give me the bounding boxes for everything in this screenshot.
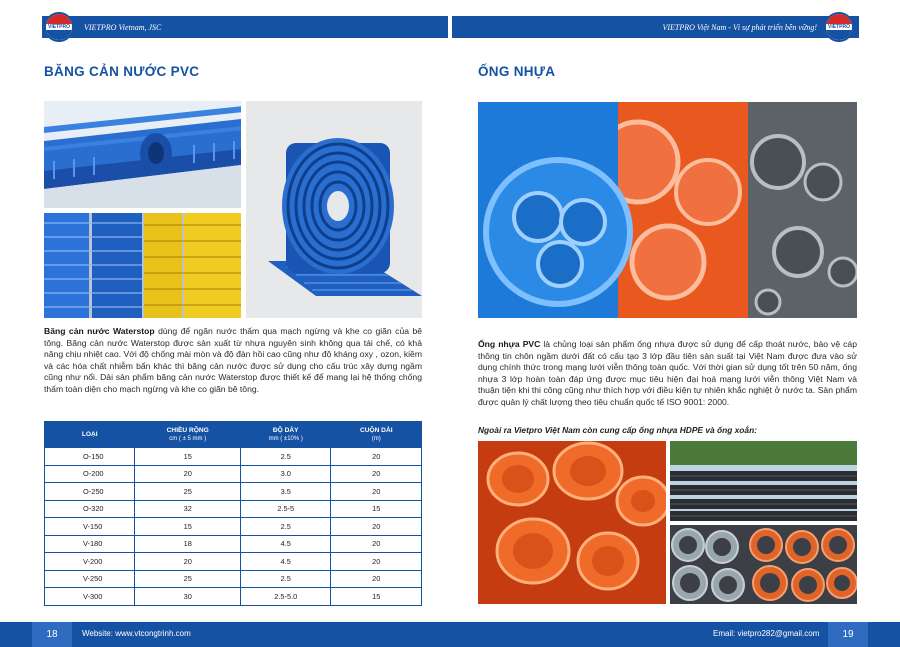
footer-email[interactable]: Email: vietpro282@gmail.com: [713, 629, 820, 638]
grey-orange-pipes-photo: [670, 525, 857, 604]
header-company-name: VIETPRO Vietnam, JSC: [84, 22, 162, 32]
table-row: O-200 20 3.0 20: [45, 465, 422, 483]
waterstop-spec-table: [44, 421, 422, 606]
header-slogan: VIETPRO Việt Nam - Vì sự phát triển bền vững!: [662, 22, 817, 32]
col-header-width: CHIỀU RỘNG cm ( ± 5 mm ): [135, 422, 241, 448]
table-row: O-150 15 2.5 20: [45, 448, 422, 466]
waterstop-description: [44, 326, 422, 396]
col-header-roll-length: CUỘN DÀI (m): [331, 422, 422, 448]
footer-website[interactable]: Website: www.vtcongtrinh.com: [82, 629, 191, 638]
col-header-type: LOẠI: [45, 422, 135, 448]
company-logo-left: VIETPRO: [44, 12, 74, 42]
waterstop-coil-photo: [246, 101, 422, 318]
pipes-description-body: là chủng loại sản phẩm ống nhựa được sử dụng để cấp thoát nước, bảo vệ cáp thông tin chôn ngầm dưới đất có cấu tạo 3 lớp đầu tiên sản suất tại Việt Nam được đưa vào sử dụng chính thức trong mạng lưới viễn thông toàn quốc. Với thời gian sử dụng tốt trên 50 năm, ống nhựa 3 lớp hoàn toàn đáp ứng được mục tiêu hiện đại hoá mạng lưới viễn thông Việt Nam và thuận tiện khi thi công cũng như thích hợp với điều kiện tự nhiên khắc nghiệt ở nước ta. Sản phẩm được quản lý chất lượng theo tiêu chuẩn quốc tế ISO 9001: 2000.: [478, 339, 857, 407]
company-logo-right: VIETPRO: [824, 12, 854, 42]
table-header-row: [45, 422, 422, 448]
table-row: V-150 15 2.5 20: [45, 518, 422, 536]
waterstop-description-body: dùng để ngăn nước thấm qua mạch ngừng và khe co giãn của bê tông. Băng cản nước Waterstop được sản xuất từ nhựa nguyên sinh không qua tái chế, có khả năng chịu nhiệt cao. Với độ chống mài mòn và độ đàn hồi cao cũng như độ kháng oxy , ozon, kiềm và các hóa chất nhiễm bẩn khác thì băng cản nước được sử dụng cho cấu trúc xây dựng ngầm cũng như nổi. Dải sản phẩm băng cản nước Waterstop được thiết kế để mang lại hệ thống chống thấm toàn diện cho mạch ngừng và khe co giãn bê tông.: [44, 326, 422, 394]
header-bar-right: [452, 16, 859, 38]
hdpe-note: Ngoài ra Vietpro Việt Nam còn cung cấp ống nhựa HDPE và ống xoắn:: [478, 425, 757, 435]
header-bar-left: [42, 16, 448, 38]
waterstop-description-lead: Băng cản nước Waterstop: [44, 326, 155, 336]
table-row: O-250 25 3.5 20: [45, 483, 422, 501]
table-row: V-200 20 4.5 20: [45, 553, 422, 571]
col-header-thickness: ĐỘ DÀY mm ( ±10% ): [241, 422, 331, 448]
table-row: V-180 18 4.5 20: [45, 535, 422, 553]
waterstop-rolls-photo: [44, 213, 241, 318]
section-title-waterstop: BĂNG CẢN NƯỚC PVC: [44, 64, 200, 79]
pipes-description: [478, 339, 857, 409]
section-title-pipes: ỐNG NHỰA: [478, 64, 556, 79]
table-row: V-250 25 2.5 20: [45, 570, 422, 588]
waterstop-profile-photo: [44, 101, 241, 208]
pipes-description-lead: Ống nhựa PVC: [478, 339, 541, 349]
pvc-pipes-photo: [478, 102, 857, 318]
table-row: O-320 32 2.5-5 15: [45, 500, 422, 518]
table-row: V-300 30 2.5-5.0 15: [45, 588, 422, 606]
orange-corrugated-pipes-photo: [478, 441, 666, 604]
black-hdpe-pipes-photo: [670, 441, 857, 521]
page-number-right: 19: [828, 622, 868, 647]
page-number-left: 18: [32, 622, 72, 647]
